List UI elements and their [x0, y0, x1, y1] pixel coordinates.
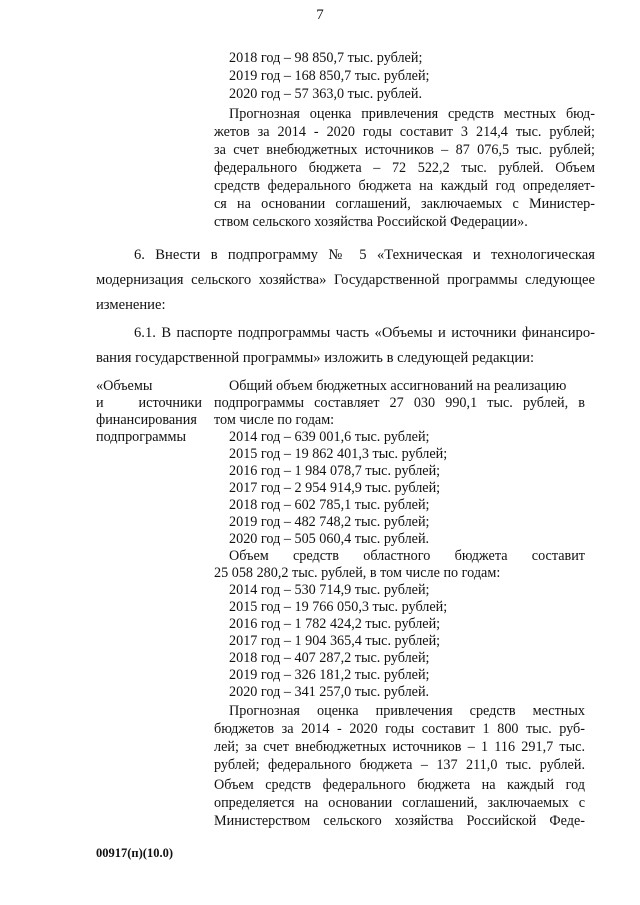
left-label: и источники [96, 395, 202, 411]
final-para-line: Прогнозная оценка привлечения средств местных [229, 703, 585, 719]
top-para-line: за счет внебюджетных источников – 87 076,5 тыс. рублей; [214, 142, 595, 158]
item-6-line: модернизация сельского хозяйства» Государственной программы следующее [96, 272, 595, 288]
item-6-line: 6. Внести в подпрограмму № 5 «Техническая и технологическая [134, 247, 595, 263]
final-para-line: бюджетов за 2014 - 2020 годы составит 1 800 тыс. руб- [214, 721, 585, 737]
footer-code: 00917(п)(10.0) [96, 846, 173, 860]
total-year-line: 2016 год – 1 984 078,7 тыс. рублей; [229, 463, 441, 479]
left-label: финансирования [96, 412, 197, 428]
final-para-line: Объем средств федерального бюджета на каждый год [214, 777, 585, 793]
left-label: «Объемы [96, 378, 153, 394]
left-label: подпрограммы [96, 429, 186, 445]
top-para-line: Прогнозная оценка привлечения средств местных бюд- [229, 106, 595, 122]
top-para-line: средств федерального бюджета на каждый год определяет- [214, 178, 595, 194]
final-para-line: рублей; федерального бюджета – 137 211,0 тыс. рублей. [214, 757, 585, 773]
final-para-line: лей; за счет внебюджетных источников – 1 116 291,7 тыс. [214, 739, 585, 755]
top-para-line: ством сельского хозяйства Российской Федерации». [214, 214, 528, 230]
top-year-line: 2020 год – 57 363,0 тыс. рублей. [229, 86, 422, 102]
item-6-line: изменение: [96, 297, 166, 313]
top-year-line: 2019 год – 168 850,7 тыс. рублей; [229, 68, 430, 84]
top-para-line: ся на основании соглашений, заключаемых с Министер- [214, 196, 595, 212]
final-para-line: Министерством сельского хозяйства Российской Феде- [214, 813, 585, 829]
final-para-line: определяется на основании соглашений, заключаемых с [214, 795, 585, 811]
regional-year-line: 2015 год – 19 766 050,3 тыс. рублей; [229, 599, 448, 615]
item-6-1-line: вания государственной программы» изложить в следующей редакции: [96, 350, 535, 366]
regional-year-line: 2018 год – 407 287,2 тыс. рублей; [229, 650, 430, 666]
total-year-line: 2018 год – 602 785,1 тыс. рублей; [229, 497, 430, 513]
total-year-line: 2015 год – 19 862 401,3 тыс. рублей; [229, 446, 448, 462]
page-number: 7 [316, 7, 324, 23]
top-year-line: 2018 год – 98 850,7 тыс. рублей; [229, 50, 423, 66]
total-year-line: 2019 год – 482 748,2 тыс. рублей; [229, 514, 430, 530]
regional-year-line: 2020 год – 341 257,0 тыс. рублей. [229, 684, 430, 700]
regional-year-line: 2016 год – 1 782 424,2 тыс. рублей; [229, 616, 441, 632]
intro-line: Общий объем бюджетных ассигнований на реализацию [229, 378, 567, 394]
intro-line: том числе по годам: [214, 412, 335, 428]
regional-year-line: 2017 год – 1 904 365,4 тыс. рублей; [229, 633, 441, 649]
regional-year-line: 2014 год – 530 714,9 тыс. рублей; [229, 582, 430, 598]
regional-year-line: 2019 год – 326 181,2 тыс. рублей; [229, 667, 430, 683]
total-year-line: 2014 год – 639 001,6 тыс. рублей; [229, 429, 430, 445]
regional-intro-line: Объем средств областного бюджета составит [229, 548, 585, 564]
total-year-line: 2017 год – 2 954 914,9 тыс. рублей; [229, 480, 441, 496]
intro-line: подпрограммы составляет 27 030 990,1 тыс. рублей, в [214, 395, 585, 411]
top-para-line: жетов за 2014 - 2020 годы составит 3 214,4 тыс. рублей; [214, 124, 595, 140]
top-para-line: федерального бюджета – 72 522,2 тыс. рублей. Объем [214, 160, 595, 176]
total-year-line: 2020 год – 505 060,4 тыс. рублей. [229, 531, 430, 547]
regional-intro-line: 25 058 280,2 тыс. рублей, в том числе по годам: [214, 565, 501, 581]
item-6-1-line: 6.1. В паспорте подпрограммы часть «Объемы и источники финансиро- [134, 325, 595, 341]
